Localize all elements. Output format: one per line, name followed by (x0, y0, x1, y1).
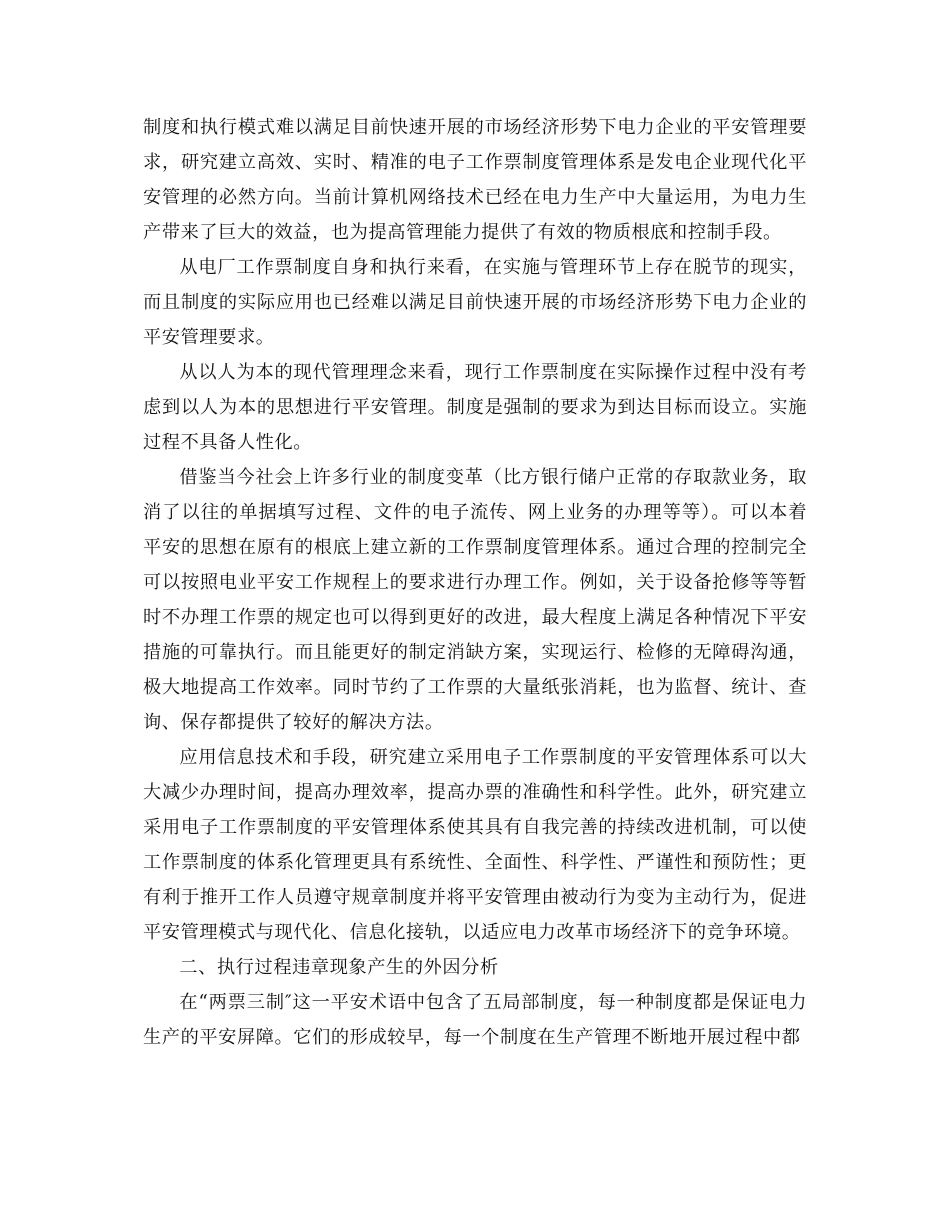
paragraph-5: 应用信息技术和手段，研究建立采用电子工作票制度的平安管理体系可以大大减少办理时间，提高办理效率，提高办票的准确性和科学性。此外，研究建立采用电子工作票制度的平安管理体系使其具有自我完善的持续改进机制，可以使工作票制度的体系化管理更具有系统性、全面性、科学性、严谨性和预防性；更有利于推开工作人员遵守规章制度并将平安管理由被动行为变为主动行为，促进平安管理模式与现代化、信息化接轨，以适应电力改革市场经济下的竞争环境。 (143, 747, 807, 943)
section-heading: 二、执行过程违章现象产生的外因分析 (179, 957, 499, 978)
paragraph-2: 从电厂工作票制度自身和执行来看，在实施与管理环节上存在脱节的现实，而且制度的实际应用也已经难以满足目前快速开展的市场经济形势下电力企业的平安管理要求。 (143, 257, 807, 348)
paragraph-6: 在“两票三制″这一平安术语中包含了五局部制度，每一种制度都是保证电力生产的平安屏障。它们的形成较早，每一个制度在生产管理不断地开展过程中都 (143, 992, 807, 1048)
paragraph-4: 借鉴当今社会上许多行业的制度变革（比方银行储户正常的存取款业务，取消了以往的单据填写过程、文件的电子流传、网上业务的办理等等）。可以本着平安的思想在原有的根底上建立新的工作票制度管理体系。通过合理的控制完全可以按照电业平安工作规程上的要求进行办理工作。例如，关于设备抢修等等暂时不办理工作票的规定也可以得到更好的改进，最大程度上满足各种情况下平安措施的可靠执行。而且能更好的制定消缺方案，实现运行、检修的无障碍沟通，极大地提高工作效率。同时节约了工作票的大量纸张消耗，也为监督、统计、查询、保存都提供了较好的解决方法。 (143, 467, 807, 733)
paragraph-3: 从以人为本的现代管理理念来看，现行工作票制度在实际操作过程中没有考虑到以人为本的思想进行平安管理。制度是强制的要求为到达目标而设立。实施过程不具备人性化。 (143, 362, 807, 453)
paragraph-1: 制度和执行模式难以满足目前快速开展的市场经济形势下电力企业的平安管理要求，研究建立高效、实时、精准的电子工作票制度管理体系是发电企业现代化平安管理的必然方向。当前计算机网络技术已经在电力生产中大量运用，为电力生产带来了巨大的效益，也为提高管理能力提供了有效的物质根底和控制手段。 (143, 117, 807, 243)
document-body (143, 110, 807, 1055)
